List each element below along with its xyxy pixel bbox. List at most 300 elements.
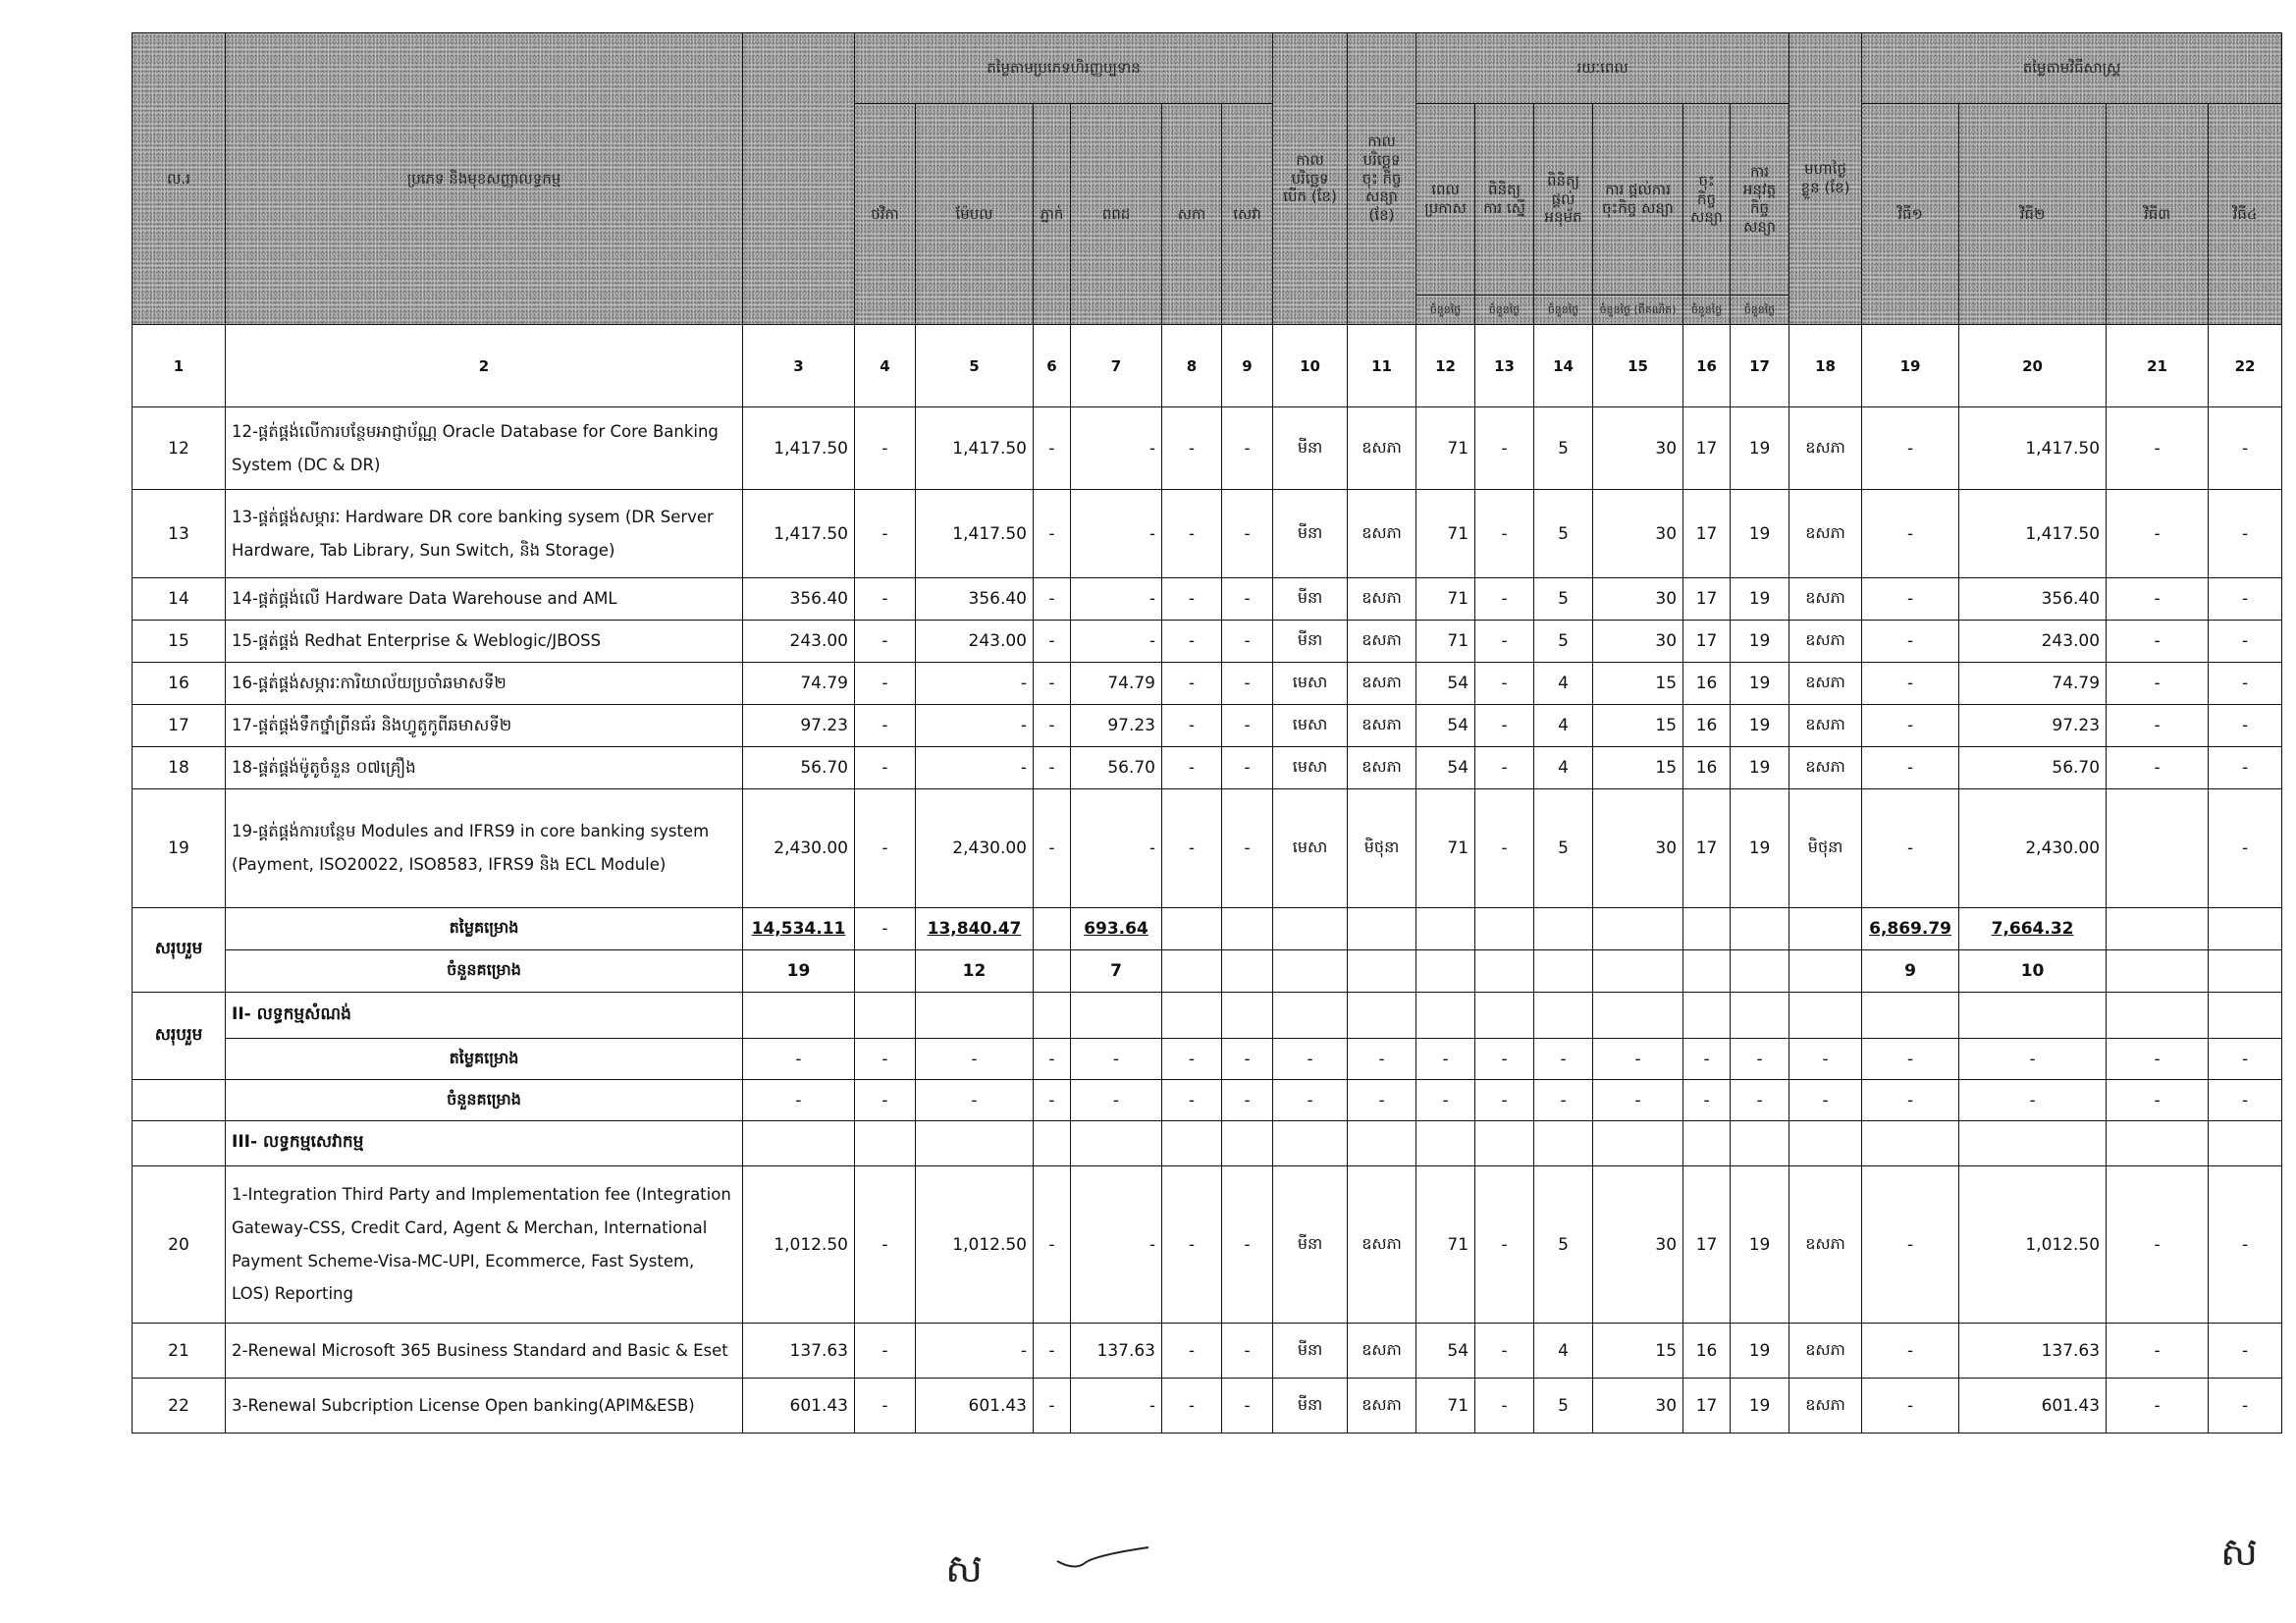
section2-count-label: ចំនួនគម្រោង [226, 1080, 743, 1121]
section2-value-label: តម្លៃគម្រោង [226, 1039, 743, 1080]
cell-c10: មីនា [1273, 1324, 1348, 1379]
cell-c12: 71 [1416, 407, 1475, 490]
row-description: 12-ផ្គត់ផ្គង់លើការបន្ថែមអាជ្ញាប័ណ្ណ Oracle Database for Core Banking System (DC & DR) [226, 407, 743, 490]
cell-c5: - [916, 705, 1034, 747]
dash-cell: - [1162, 1039, 1222, 1080]
count-c19: 9 [1862, 950, 1959, 993]
row-description: 15-ផ្គត់ផ្គង់ Redhat Enterprise & Weblogic/JBOSS [226, 621, 743, 663]
column-number: 6 [1034, 325, 1071, 407]
cell-c3: 137.63 [743, 1324, 855, 1379]
cell-c6: - [1034, 663, 1071, 705]
dash-cell: - [1475, 1080, 1534, 1121]
cell-c13: - [1475, 663, 1534, 705]
cell-c14: 4 [1534, 1324, 1593, 1379]
cell-c6: - [1034, 1166, 1071, 1324]
header-dur-sub: ពិនិត្យ ការ ស្នើ [1475, 104, 1534, 296]
column-number: 9 [1222, 325, 1273, 407]
cell-c11: ឧសភា [1348, 1324, 1416, 1379]
cell-c19: - [1862, 621, 1959, 663]
cell-c8: - [1162, 407, 1222, 490]
cell-c8: - [1162, 621, 1222, 663]
dash-cell: - [1959, 1080, 2107, 1121]
dash-cell: - [1534, 1039, 1593, 1080]
header-group-duration: រយៈពេល [1416, 33, 1789, 104]
dash-cell: - [1034, 1080, 1071, 1121]
cell-c11: ឧសភា [1348, 705, 1416, 747]
total-c7: 693.64 [1084, 919, 1148, 939]
cell-c22: - [2209, 1379, 2282, 1434]
cell-c4: - [855, 705, 916, 747]
cell-c21: - [2107, 1166, 2209, 1324]
cell-c18: ឧសភា [1789, 1324, 1862, 1379]
summary-goods [133, 908, 2282, 993]
cell-c16: 17 [1683, 490, 1731, 578]
cell-c6: - [1034, 1379, 1071, 1434]
row-number: 16 [133, 663, 226, 705]
cell-c7: - [1071, 789, 1162, 908]
dash-cell: - [1348, 1080, 1416, 1121]
dash-cell: - [1475, 1039, 1534, 1080]
signature-mark [1055, 1543, 1153, 1573]
cell-c6: - [1034, 789, 1071, 908]
column-number: 21 [2107, 325, 2209, 407]
cell-c19: - [1862, 578, 1959, 621]
cell-c7: 74.79 [1071, 663, 1162, 705]
cell-c20: 137.63 [1959, 1324, 2107, 1379]
summary-value-label: តម្លៃគម្រោង [226, 908, 743, 950]
cell-c5: 2,430.00 [916, 789, 1034, 908]
cell-c3: 356.40 [743, 578, 855, 621]
cell-c4: - [855, 621, 916, 663]
cell-c16: 16 [1683, 1324, 1731, 1379]
cell-c3: 1,417.50 [743, 407, 855, 490]
dash-cell: - [1416, 1039, 1475, 1080]
row-number: 18 [133, 747, 226, 789]
cell-c7: - [1071, 621, 1162, 663]
construction-section [133, 993, 2282, 1166]
dash-cell: - [916, 1039, 1034, 1080]
cell-c22: - [2209, 747, 2282, 789]
dash-cell: - [1593, 1039, 1683, 1080]
cell-c10: មីនា [1273, 578, 1348, 621]
cell-c16: 16 [1683, 705, 1731, 747]
row-number: 20 [133, 1166, 226, 1324]
header-unit: ចំនួនថ្ងៃ [1416, 296, 1475, 325]
cell-c11: ឧសភា [1348, 1379, 1416, 1434]
cell-c22: - [2209, 705, 2282, 747]
column-number-row [133, 325, 2282, 407]
dash-cell: - [1222, 1080, 1273, 1121]
cell-c7: - [1071, 407, 1162, 490]
cell-c14: 4 [1534, 747, 1593, 789]
cell-c15: 30 [1593, 407, 1683, 490]
row-description: 1-Integration Third Party and Implementation fee (Integration Gateway-CSS, Credit Card, Agent & Merchan, International Payment Scheme-Visa-MC-UPI, Ecommerce, Fast System, LOS) Reporting [226, 1166, 743, 1324]
header-method-sub: វិធី៣ [2107, 104, 2209, 325]
cell-c6: - [1034, 705, 1071, 747]
cell-c4: - [855, 1379, 916, 1434]
header-group-financing: តម្លៃតាមប្រភេទហិរញ្ញប្បទាន [855, 33, 1273, 104]
cell-c15: 30 [1593, 1379, 1683, 1434]
cell-c13: - [1475, 490, 1534, 578]
table-row [133, 490, 2282, 578]
cell-c22: - [2209, 1166, 2282, 1324]
cell-c20: 74.79 [1959, 663, 2107, 705]
dash-cell: - [916, 1080, 1034, 1121]
section2-title: II- លទ្ធកម្មសំណង់ [226, 993, 743, 1039]
cell-c10: មីនា [1273, 490, 1348, 578]
row-description: 13-ផ្គត់ផ្គង់សម្ភារៈ Hardware DR core banking sysem (DR Server Hardware, Tab Library, Sun Switch, និង Storage) [226, 490, 743, 578]
header-dur-sub: ចុះ កិច្ច សន្យា [1683, 104, 1731, 296]
cell-c5: - [916, 747, 1034, 789]
cell-c14: 5 [1534, 621, 1593, 663]
dash-cell: - [1273, 1080, 1348, 1121]
count-c3: 19 [743, 950, 855, 993]
header-unit: ចំនួនថ្ងៃ [1475, 296, 1534, 325]
cell-c20: 56.70 [1959, 747, 2107, 789]
table-row [133, 1166, 2282, 1324]
column-number: 1 [133, 325, 226, 407]
cell-c20: 2,430.00 [1959, 789, 2107, 908]
service-rows [133, 1166, 2282, 1434]
cell-c14: 5 [1534, 789, 1593, 908]
count-c5: 12 [916, 950, 1034, 993]
cell-c9: - [1222, 621, 1273, 663]
header-unit: ចំនួនថ្ងៃ (ពីគណិត) [1593, 296, 1683, 325]
count-c7: 7 [1071, 950, 1162, 993]
cell-c4: - [855, 1166, 916, 1324]
cell-c18: ឧសភា [1789, 663, 1862, 705]
cell-c4: - [855, 663, 916, 705]
header-no: ល.រ [133, 33, 226, 325]
header-fin-sub: ម៉ែបល [916, 104, 1034, 325]
cell-c5: 1,417.50 [916, 407, 1034, 490]
total-c19: 6,869.79 [1869, 919, 1951, 939]
procurement-plan-document [132, 32, 2262, 1434]
cell-c20: 1,417.50 [1959, 407, 2107, 490]
header-fin-sub: ថវិកា [855, 104, 916, 325]
cell-c6: - [1034, 1324, 1071, 1379]
cell-c12: 71 [1416, 1379, 1475, 1434]
row-description: 17-ផ្គត់ផ្គង់ទឹកថ្នាំព្រីនធ័រ និងហ្វូតូកូពីឆមាសទី២ [226, 705, 743, 747]
dash-cell: - [1416, 1080, 1475, 1121]
column-number: 19 [1862, 325, 1959, 407]
cell-c15: 30 [1593, 490, 1683, 578]
cell-c22: - [2209, 1324, 2282, 1379]
total-c20: 7,664.32 [1991, 919, 2074, 939]
column-number: 11 [1348, 325, 1416, 407]
table-row [133, 621, 2282, 663]
table-row [133, 705, 2282, 747]
cell-c13: - [1475, 1166, 1534, 1324]
cell-c17: 19 [1731, 663, 1789, 705]
row-description: 19-ផ្គត់ផ្គង់ការបន្ថែម Modules and IFRS9 in core banking system (Payment, ISO20022, ISO8583, IFRS9 និង ECL Module) [226, 789, 743, 908]
cell-c8: - [1162, 705, 1222, 747]
dash-cell: - [1222, 1039, 1273, 1080]
row-description: 16-ផ្គត់ផ្គង់សម្ភារៈការិយាល័យប្រចាំឆមាសទី២ [226, 663, 743, 705]
column-number: 4 [855, 325, 916, 407]
header-col10: កាល បរិច្ឆេទ បើក (ខែ) [1273, 33, 1348, 325]
cell-c17: 19 [1731, 1166, 1789, 1324]
cell-c17: 19 [1731, 407, 1789, 490]
cell-c13: - [1475, 789, 1534, 908]
cell-c8: - [1162, 1379, 1222, 1434]
cell-c11: ឧសភា [1348, 407, 1416, 490]
cell-c12: 54 [1416, 663, 1475, 705]
row-number: 12 [133, 407, 226, 490]
dash-cell: - [1862, 1039, 1959, 1080]
row-number: 22 [133, 1379, 226, 1434]
cell-c4: - [855, 578, 916, 621]
cell-c10: មីនា [1273, 1166, 1348, 1324]
cell-c12: 71 [1416, 490, 1475, 578]
cell-c15: 15 [1593, 1324, 1683, 1379]
cell-c10: មីនា [1273, 1379, 1348, 1434]
cell-c16: 17 [1683, 789, 1731, 908]
cell-c8: - [1162, 747, 1222, 789]
cell-c11: ឧសភា [1348, 663, 1416, 705]
cell-c18: ឧសភា [1789, 705, 1862, 747]
cell-c17: 19 [1731, 490, 1789, 578]
header-dur-sub: ពេល ប្រកាស [1416, 104, 1475, 296]
row-description: 2-Renewal Microsoft 365 Business Standard and Basic & Eset [226, 1324, 743, 1379]
cell-c19: - [1862, 1379, 1959, 1434]
cell-c19: - [1862, 789, 1959, 908]
dash-cell: - [855, 1080, 916, 1121]
cell-c6: - [1034, 621, 1071, 663]
cell-c15: 15 [1593, 747, 1683, 789]
cell-c13: - [1475, 747, 1534, 789]
cell-c8: - [1162, 578, 1222, 621]
cell-c18: ឧសភា [1789, 578, 1862, 621]
cell-c12: 54 [1416, 705, 1475, 747]
cell-c5: 1,012.50 [916, 1166, 1034, 1324]
cell-c20: 601.43 [1959, 1379, 2107, 1434]
row-number: 19 [133, 789, 226, 908]
cell-c5: 1,417.50 [916, 490, 1034, 578]
table-row [133, 747, 2282, 789]
header-method-sub: វិធី១ [1862, 104, 1959, 325]
row-number: 21 [133, 1324, 226, 1379]
cell-c18: ឧសភា [1789, 747, 1862, 789]
cell-c22: - [2209, 578, 2282, 621]
cell-c10: មេសា [1273, 663, 1348, 705]
dash-cell: - [1071, 1080, 1162, 1121]
cell-c5: - [916, 663, 1034, 705]
cell-c5: 356.40 [916, 578, 1034, 621]
cell-c22: - [2209, 490, 2282, 578]
cell-c5: 601.43 [916, 1379, 1034, 1434]
cell-c7: - [1071, 578, 1162, 621]
cell-c12: 71 [1416, 1166, 1475, 1324]
header-group-method: តម្លៃតាមវិធីសាស្ត្រ [1862, 33, 2282, 104]
cell-c4: - [855, 747, 916, 789]
dash-cell: - [1683, 1039, 1731, 1080]
cell-c3: 56.70 [743, 747, 855, 789]
cell-c16: 16 [1683, 663, 1731, 705]
cell-c15: 15 [1593, 663, 1683, 705]
cell-c14: 5 [1534, 578, 1593, 621]
cell-c3: 2,430.00 [743, 789, 855, 908]
row-description: 3-Renewal Subcription License Open banking(APIM&ESB) [226, 1379, 743, 1434]
cell-c16: 17 [1683, 1379, 1731, 1434]
cell-c7: 97.23 [1071, 705, 1162, 747]
dash-cell: - [2209, 1039, 2282, 1080]
column-number: 18 [1789, 325, 1862, 407]
header-fin-sub: សកា [1162, 104, 1222, 325]
dash-cell: - [1534, 1080, 1593, 1121]
cell-c11: ឧសភា [1348, 621, 1416, 663]
cell-c20: 1,012.50 [1959, 1166, 2107, 1324]
header-amount [743, 33, 855, 325]
table-row [133, 578, 2282, 621]
cell-c22: - [2209, 407, 2282, 490]
cell-c4: - [855, 789, 916, 908]
cell-c12: 71 [1416, 578, 1475, 621]
cell-c12: 71 [1416, 789, 1475, 908]
cell-c7: - [1071, 490, 1162, 578]
column-number: 14 [1534, 325, 1593, 407]
cell-c8: - [1162, 789, 1222, 908]
cell-c20: 243.00 [1959, 621, 2107, 663]
cell-c18: ឧសភា [1789, 407, 1862, 490]
dash-cell: - [1731, 1039, 1789, 1080]
goods-rows [133, 407, 2282, 908]
cell-c16: 17 [1683, 407, 1731, 490]
cell-c21: - [2107, 705, 2209, 747]
cell-c13: - [1475, 1379, 1534, 1434]
cell-c21: - [2107, 1324, 2209, 1379]
header-dur-sub: ការ ផ្តល់ការ ចុះកិច្ច សន្យា [1593, 104, 1683, 296]
cell-c16: 17 [1683, 621, 1731, 663]
dash-cell: - [2107, 1039, 2209, 1080]
header-unit: ចំនួនថ្ងៃ [1731, 296, 1789, 325]
summary-label: សរុបរួម [133, 908, 226, 993]
total-c4: - [855, 908, 916, 950]
cell-c22: - [2209, 663, 2282, 705]
dash-cell: - [1789, 1039, 1862, 1080]
cell-c21 [2107, 789, 2209, 908]
header-col18: មហាថ្ងៃ ខ្លួន (ខែ) [1789, 33, 1862, 325]
cell-c14: 4 [1534, 705, 1593, 747]
dash-cell: - [2209, 1080, 2282, 1121]
cell-c3: 74.79 [743, 663, 855, 705]
total-amount: 14,534.11 [751, 919, 846, 939]
cell-c15: 30 [1593, 1166, 1683, 1324]
cell-c10: មេសា [1273, 705, 1348, 747]
initial-mark-right: ស [2220, 1530, 2259, 1575]
cell-c14: 5 [1534, 1166, 1593, 1324]
cell-c18: ឧសភា [1789, 1379, 1862, 1434]
cell-c7: 137.63 [1071, 1324, 1162, 1379]
row-number: 13 [133, 490, 226, 578]
row-number: 17 [133, 705, 226, 747]
cell-c9: - [1222, 789, 1273, 908]
cell-c5: - [916, 1324, 1034, 1379]
dash-cell: - [1593, 1080, 1683, 1121]
header-unit: ចំនួនថ្ងៃ [1683, 296, 1731, 325]
cell-c20: 1,417.50 [1959, 490, 2107, 578]
cell-c15: 30 [1593, 578, 1683, 621]
cell-c19: - [1862, 663, 1959, 705]
cell-c22: - [2209, 789, 2282, 908]
column-number: 5 [916, 325, 1034, 407]
header-col11: កាល បរិច្ឆេទ ចុះ កិច្ច សន្យា (ខែ) [1348, 33, 1416, 325]
summary-count-label: ចំនួនគម្រោង [226, 950, 743, 993]
cell-c13: - [1475, 621, 1534, 663]
cell-c21: - [2107, 747, 2209, 789]
cell-c9: - [1222, 578, 1273, 621]
cell-c6: - [1034, 747, 1071, 789]
cell-c18: មិថុនា [1789, 789, 1862, 908]
dash-cell: - [1959, 1039, 2107, 1080]
cell-c21: - [2107, 621, 2209, 663]
cell-c11: ឧសភា [1348, 747, 1416, 789]
cell-c4: - [855, 490, 916, 578]
cell-c17: 19 [1731, 578, 1789, 621]
cell-c11: ឧសភា [1348, 490, 1416, 578]
dash-cell: - [1789, 1080, 1862, 1121]
cell-c13: - [1475, 578, 1534, 621]
cell-c21: - [2107, 663, 2209, 705]
total-c5: 13,840.47 [927, 919, 1022, 939]
dash-cell: - [743, 1039, 855, 1080]
table-row [133, 1324, 2282, 1379]
row-number: 15 [133, 621, 226, 663]
table-row [133, 1379, 2282, 1434]
count-c20: 10 [1959, 950, 2107, 993]
table-row [133, 407, 2282, 490]
cell-c4: - [855, 1324, 916, 1379]
cell-c20: 356.40 [1959, 578, 2107, 621]
cell-c16: 17 [1683, 578, 1731, 621]
section2-label: សរុបរួម [133, 993, 226, 1080]
cell-c13: - [1475, 407, 1534, 490]
header-method-sub: វិធី៤ [2209, 104, 2282, 325]
initial-mark-left: ស [945, 1546, 984, 1592]
dash-cell: - [1862, 1080, 1959, 1121]
cell-c16: 16 [1683, 747, 1731, 789]
row-number: 14 [133, 578, 226, 621]
cell-c13: - [1475, 1324, 1534, 1379]
cell-c12: 54 [1416, 747, 1475, 789]
table-row [133, 663, 2282, 705]
cell-c15: 30 [1593, 621, 1683, 663]
cell-c19: - [1862, 705, 1959, 747]
header-dur-sub: ពិនិត្យ ផ្តល់ អនុម័ត [1534, 104, 1593, 296]
cell-c22: - [2209, 621, 2282, 663]
dash-cell: - [1683, 1080, 1731, 1121]
dash-cell: - [1273, 1039, 1348, 1080]
cell-c6: - [1034, 490, 1071, 578]
header-fin-sub: ភ្នាក់ [1034, 104, 1071, 325]
cell-c21: - [2107, 578, 2209, 621]
cell-c18: ឧសភា [1789, 621, 1862, 663]
cell-c9: - [1222, 1379, 1273, 1434]
row-description: 14-ផ្គត់ផ្គង់លើ Hardware Data Warehouse and AML [226, 578, 743, 621]
cell-c17: 19 [1731, 789, 1789, 908]
cell-c14: 4 [1534, 663, 1593, 705]
dash-cell: - [855, 1039, 916, 1080]
header-fin-sub: ពពដ [1071, 104, 1162, 325]
cell-c6: - [1034, 407, 1071, 490]
cell-c11: ឧសភា [1348, 1166, 1416, 1324]
cell-c8: - [1162, 490, 1222, 578]
column-number: 8 [1162, 325, 1222, 407]
cell-c4: - [855, 407, 916, 490]
column-number: 16 [1683, 325, 1731, 407]
cell-c12: 71 [1416, 621, 1475, 663]
column-number: 10 [1273, 325, 1348, 407]
